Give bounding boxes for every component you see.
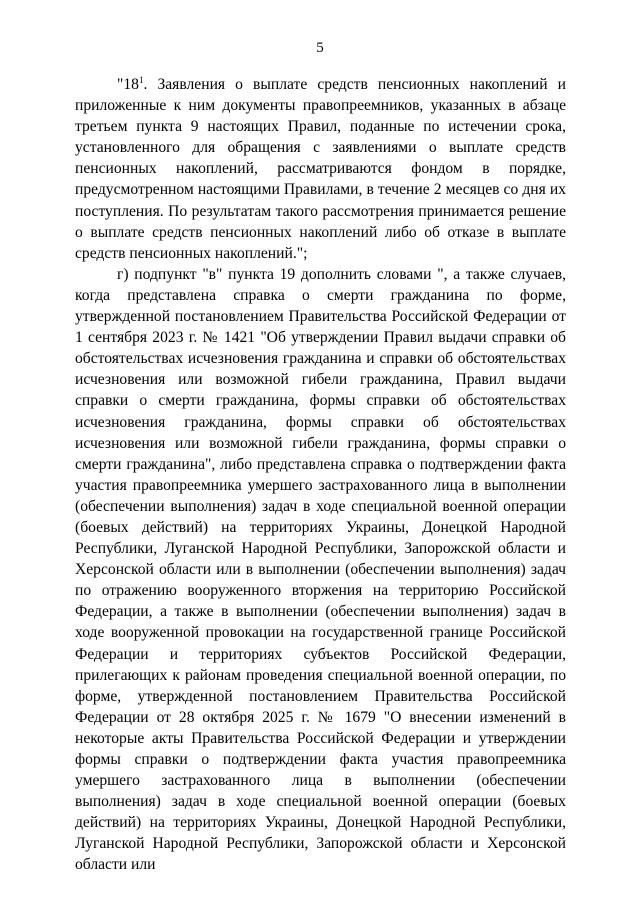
paragraph-subitem-g: г) подпункт "в" пункта 19 дополнить словами ", а также случаев, когда представлена справка о смерти гражданина по форме, утвержденной постановлением Правительства Российской Федерации от 1 сентября 2023 г. № 1421 "Об утверждении Правил выдачи справки об обстоятельствах исчезновения гражданина и справки об обстоятельствах исчезновения или возможной гибели гражданина, Правил выдачи справки о смерти гражданина, формы справки об обстоятельствах исчезновения гражданина, формы справки об обстоятельствах исчезновения или возможной гибели гражданина, формы справки о смерти гражданина", либо представлена справка о подтверждении факта участия правопреемника умершего застрахованного лица в выполнении (обеспечении выполнения) задач в ходе специальной военной операции (боевых действий) на территориях Украины, Донецкой Народной Республики, Луганской Народной Республики, Запорожской области и Херсонской области или в выполнении (обеспечении выполнения) задач по отражению вооруженного вторжения на территорию Российской Федерации, а также в выполнении (обеспечении выполнения) задач в ходе вооруженной провокации на государственной границе Российской Федерации и территориях субъектов Российской Федерации, прилегающих к районам проведения специальной военной операции, по форме, утвержденной постановлением Правительства Российской Федерации от 28 октября 2025 г. № 1679 "О внесении изменений в некоторые акты Правительства Российской Федерации и утверждении формы справки о подтверждении факта участия правопреемника умершего застрахованного лица в выполнении (обеспечении выполнения) задач в ходе специальной военной операции (боевых действий) на территориях Украины, Донецкой Народной Республики, Луганской Народной Республики, Запорожской области и Херсонской области или: [75, 265, 566, 874]
footnote-superscript: 1: [138, 75, 144, 85]
paragraph-number: "18: [117, 76, 139, 93]
document-body: [75, 74, 566, 876]
page-number: 5: [316, 40, 324, 56]
paragraph-text: . Заявления о выплате средств пенсионных накоплений и приложенные к ним документы правопреемников, указанных в абзаце третьем пункта 9 настоящих Правил, поданные по истечении срока, установленного для обращения с заявлениями о выплате средств пенсионных накоплений, рассматриваются фондом в порядке, предусмотренном настоящими Правилами, в течение 2 месяцев со дня их поступления. По результатам такого рассмотрения принимается решение о выплате средств пенсионных накоплений либо об отказе в выплате средств пенсионных накоплений.";: [75, 76, 566, 262]
paragraph-18-1: [75, 74, 566, 264]
